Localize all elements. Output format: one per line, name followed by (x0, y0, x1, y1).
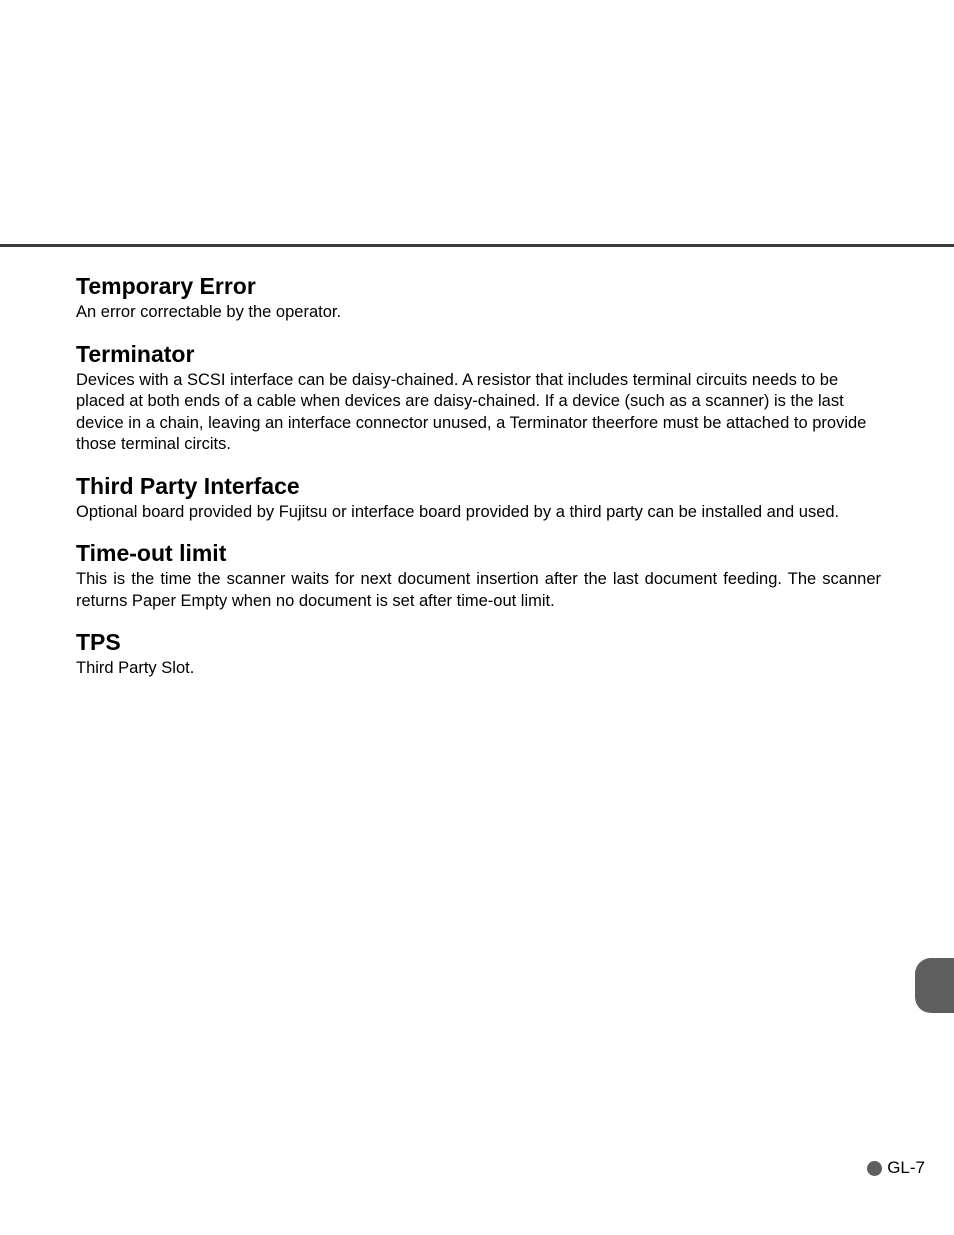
term-heading: Time-out limit (76, 540, 227, 566)
section-thumb-tab (915, 958, 954, 1013)
glossary-entry-time-out-limit (76, 537, 881, 612)
glossary-entry-tps (76, 626, 881, 680)
glossary-section (76, 270, 881, 680)
term-definition: Optional board provided by Fujitsu or interface board provided by a third party can be installed and used. (76, 502, 840, 521)
glossary-entry-third-party-interface (76, 470, 881, 524)
page-footer (867, 1158, 925, 1178)
term-heading: Third Party Interface (76, 472, 300, 499)
glossary-entry-terminator (76, 338, 881, 456)
glossary-entry-temporary-error (76, 270, 881, 324)
term-definition: This is the time the scanner waits for next document insertion after the last document feeding. The scanner returns Paper Empty when no document is set after time-out limit. (76, 570, 881, 610)
term-heading: Terminator (76, 340, 195, 367)
term-definition: An error correctable by the operator. (76, 303, 342, 321)
term-heading: Temporary Error (76, 273, 256, 299)
term-definition: Devices with a SCSI interface can be daisy-chained. A resistor that includes terminal circuits needs to be placed at both ends of a cable when devices are daisy-chained. If a device (such as a scanner) is the last device in a chain, leaving an interface connector unused, a Terminator theerfore must be attached to provide those terminal circits. (76, 370, 867, 453)
header-rule (0, 244, 954, 247)
term-definition: Third Party Slot. (76, 659, 195, 677)
page-number: GL-7 (887, 1158, 925, 1177)
term-heading: TPS (76, 629, 121, 655)
bullet-icon (867, 1161, 882, 1176)
